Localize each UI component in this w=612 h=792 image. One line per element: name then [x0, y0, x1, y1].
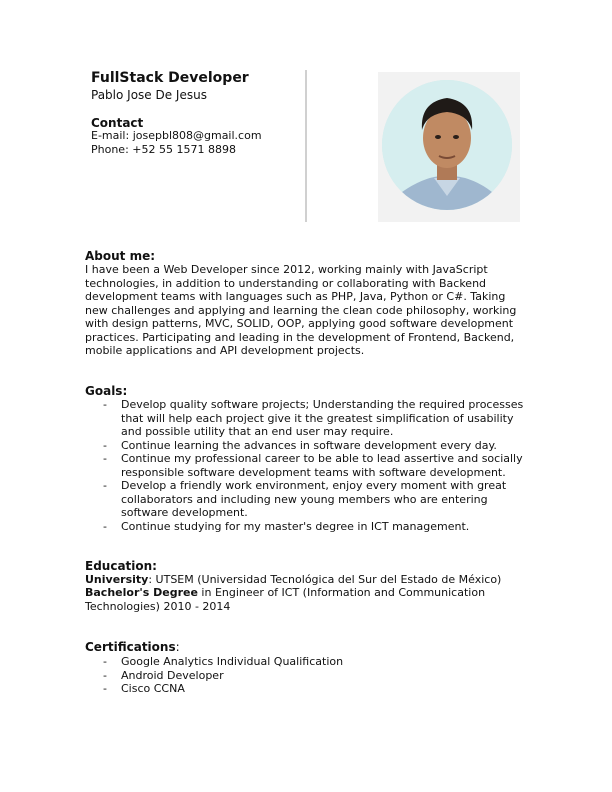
goal-item: - Continue my professional career to be able to lead assertive and socially responsible software development teams with software development. — [85, 452, 530, 479]
resume-title: FullStack Developer — [91, 70, 249, 86]
profile-photo — [382, 80, 512, 210]
contact-email: E-mail: josepbl808@gmail.com — [91, 129, 262, 142]
certifications-heading-row — [85, 640, 180, 654]
goals-list — [85, 398, 530, 533]
certifications-list — [85, 655, 530, 696]
university-label: University — [85, 573, 149, 586]
certifications-heading: Certifications — [85, 640, 176, 654]
certification-item: - Cisco CCNA — [85, 682, 530, 696]
candidate-name: Pablo Jose De Jesus — [91, 88, 207, 102]
about-heading: About me: — [85, 249, 156, 263]
goal-item: - Develop quality software projects; Understanding the required processes that will help each project give it the greatest simplification of usability and possible utility that an end user may require. — [85, 398, 530, 439]
about-text: I have been a Web Developer since 2012, working mainly with JavaScript technologies, in addition to understanding or collaborating with Backend development teams with languages such as PHP, Java, Python or C#. Taking new challenges and applying and learning the clean code philosophy, working with design patterns, MVC, SOLID, OOP, applying good software development practices. Participating and leading in the development of Frontend, Backend, mobile applications and API development projects. — [85, 263, 517, 357]
certification-item: - Google Analytics Individual Qualification — [85, 655, 530, 669]
certification-item: - Android Developer — [85, 669, 530, 683]
education-heading: Education: — [85, 559, 157, 573]
goal-item: - Develop a friendly work environment, enjoy every moment with great collaborators and including new young members who are entering software development. — [85, 479, 530, 520]
degree-label: Bachelor's Degree — [85, 586, 198, 599]
contact-phone: Phone: +52 55 1571 8898 — [91, 143, 236, 156]
contact-heading: Contact — [91, 116, 144, 130]
goals-heading: Goals: — [85, 384, 128, 398]
university-value: : UTSEM (Universidad Tecnológica del Sur del Estado de México) — [148, 573, 502, 586]
goal-item: - Continue studying for my master's degree in ICT management. — [85, 520, 530, 534]
goal-item: - Continue learning the advances in software development every day. — [85, 439, 530, 453]
degree-value: in Engineer of ICT (Information and Communication Technologies) 2010 - 2014 — [85, 586, 486, 613]
certifications-heading-suffix: : — [175, 640, 180, 654]
education-degree — [85, 586, 530, 613]
education-university — [85, 573, 530, 587]
header-divider — [305, 70, 307, 222]
